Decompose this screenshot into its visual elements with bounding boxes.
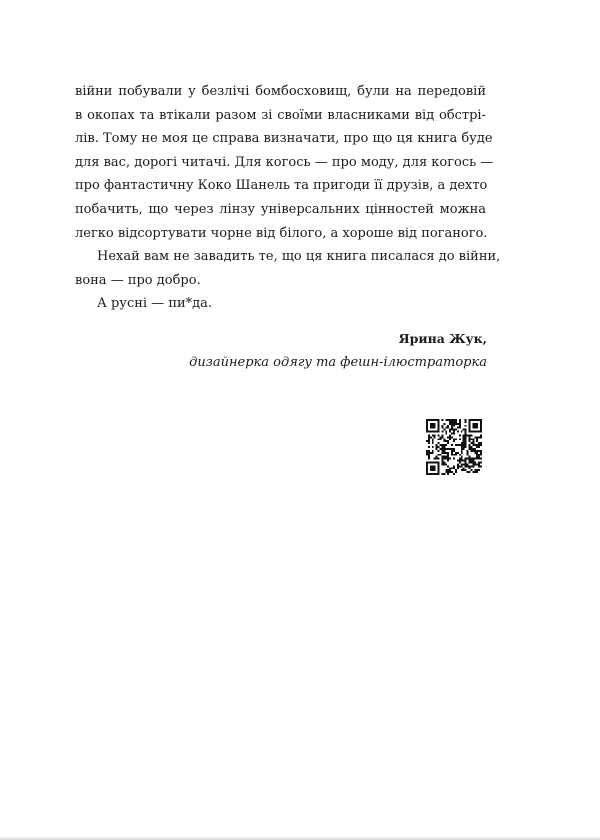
page-bottom-edge [0,836,600,840]
author-role: дизайнерка одягу та фешн-ілюстраторка [189,355,487,370]
body-text [75,80,501,316]
text-line: А русні — пи*да. [97,296,213,312]
text-line: Нехай вам не завадить те, що ця книга писалася до війни, [97,249,501,265]
text-line: вона — про добро. [75,272,201,288]
text-line: побачить, що через лінзу універсальних цінностей можна [75,201,486,217]
text-line: в окопах та втікали разом зі своїми власниками від обстрі- [75,107,486,123]
text-line: лів. Тому не моя це справа визначати, про що ця книга буде [75,131,493,147]
text-line: про фантастичну Коко Шанель та пригоди її друзів, а дехто [75,178,488,194]
author-name: Ярина Жук, [398,331,487,346]
qr-code-icon[interactable] [426,419,482,475]
text-line: для вас, дорогі читачі. Для когось — про моду, для когось — [75,154,494,170]
text-line: легко відсортувати чорне від білого, а хороше від поганого. [75,225,488,241]
text-line: війни побували у безлічі бомбосховищ, були на передовій [75,84,486,99]
